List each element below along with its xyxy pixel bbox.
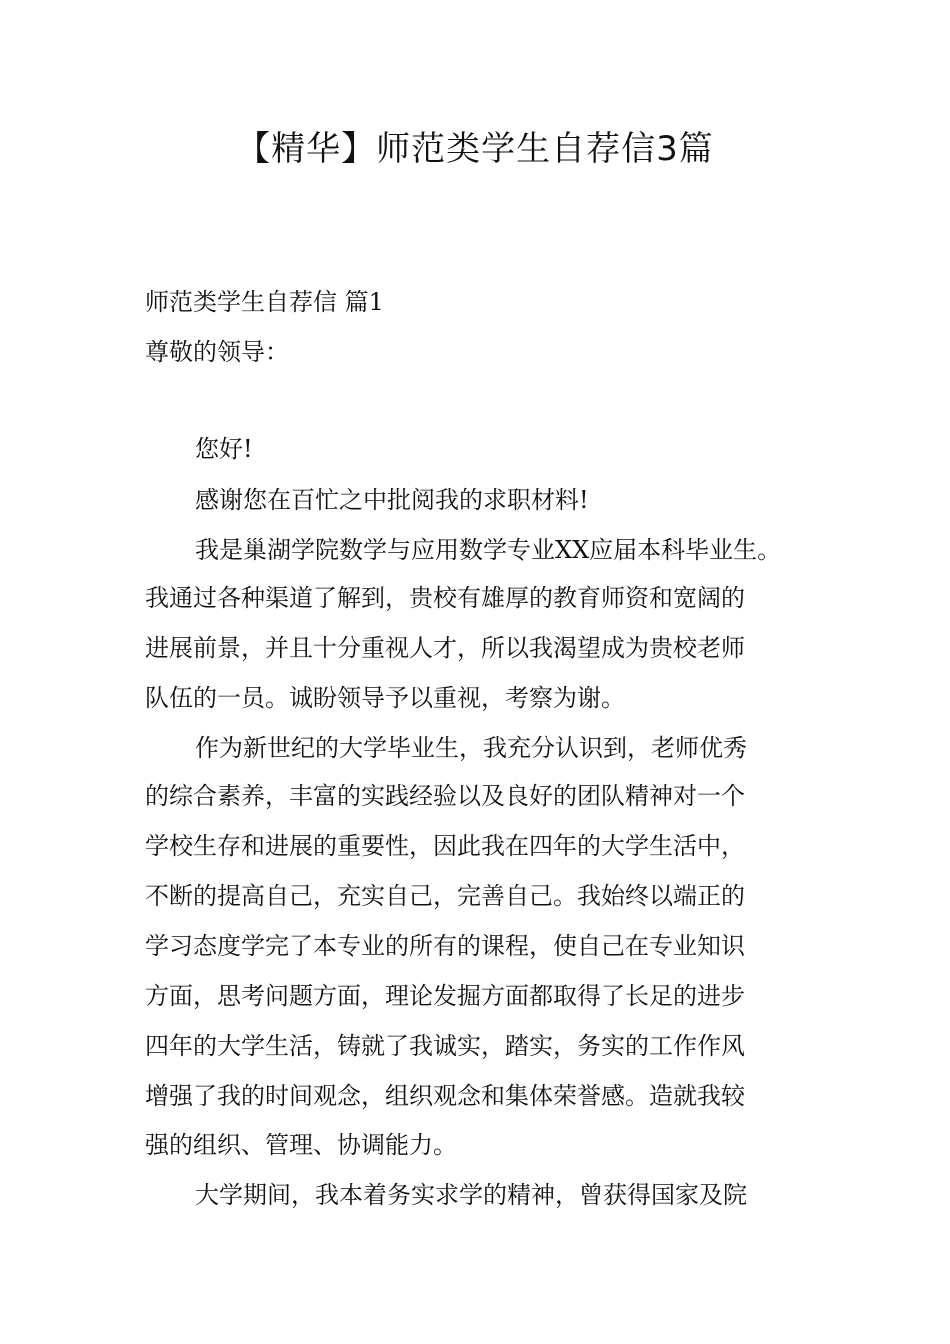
document-title: 【精华】师范类学生自荐信3篇 <box>236 129 714 169</box>
paragraph-line: 不断的提高自己，充实自己，完善自己。我始终以端正的 <box>145 882 745 910</box>
paragraph-line: 方面，思考问题方面，理论发掘方面都取得了长足的进步 <box>145 982 745 1010</box>
paragraph-line: 学习态度学完了本专业的所有的课程，使自己在专业知识 <box>145 932 745 960</box>
paragraph-line: 的综合素养，丰富的实践经验以及良好的团队精神对一个 <box>145 782 745 810</box>
paragraph-line: 大学期间，我本着务实求学的精神，曾获得国家及院 <box>195 1181 747 1209</box>
paragraph-line: 作为新世纪的大学毕业生，我充分认识到，老师优秀 <box>195 734 747 762</box>
paragraph-line: 学校生存和进展的重要性，因此我在四年的大学生活中， <box>145 832 745 860</box>
section-heading: 师范类学生自荐信 篇1 <box>145 288 384 316</box>
paragraph-line: 队伍的一员。诚盼领导予以重视，考察为谢。 <box>145 684 625 712</box>
paragraph-line: 四年的大学生活，铸就了我诚实，踏实，务实的工作作风 <box>145 1032 745 1060</box>
paragraph-line: 您好! <box>195 435 253 463</box>
paragraph-line: 强的组织、管理、协调能力。 <box>145 1131 457 1159</box>
salutation: 尊敬的领导： <box>145 338 289 366</box>
paragraph-line: 我是巢湖学院数学与应用数学专业XX应届本科毕业生。 <box>195 536 782 564</box>
paragraph-line: 增强了我的时间观念，组织观念和集体荣誉感。造就我较 <box>145 1082 745 1110</box>
paragraph-line: 进展前景，并且十分重视人才，所以我渴望成为贵校老师 <box>145 634 745 662</box>
paragraph-line: 我通过各种渠道了解到，贵校有雄厚的教育师资和宽阔的 <box>145 584 745 612</box>
paragraph-line: 感谢您在百忙之中批阅我的求职材料! <box>195 486 589 514</box>
